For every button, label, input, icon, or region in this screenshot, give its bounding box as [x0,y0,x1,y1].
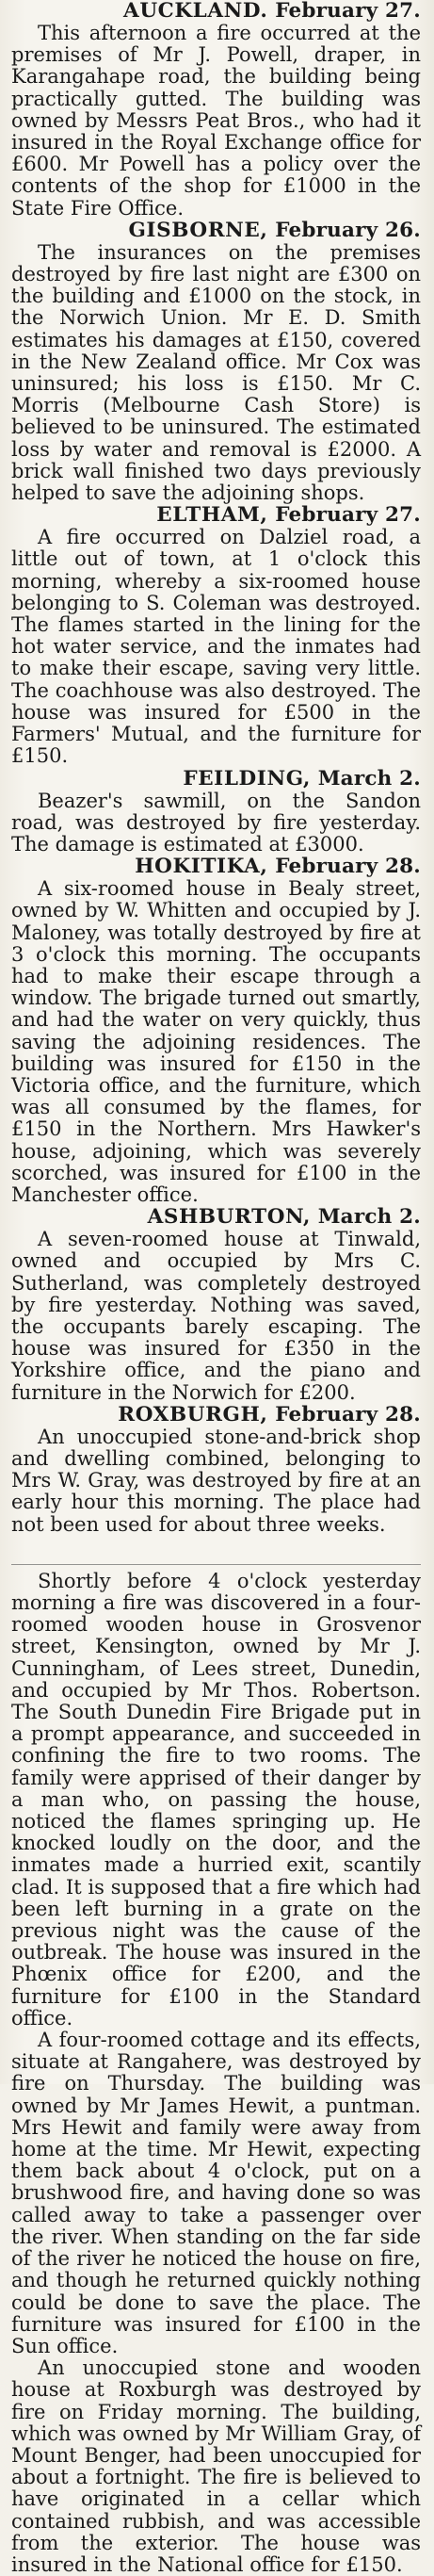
dateline [11,1206,421,1229]
dateline-date: February 27. [275,503,421,528]
dateline-place: FEILDING, [183,766,311,791]
dateline [11,768,421,791]
kensington-fire-paragraph: Shortly before 4 o'clock yesterday morning a fire was discovered in a four-roomed wooden house in Grosvenor street, Kensington, owned by Mr J. Cunningham, of Lees street, Dunedin, and occupied by Mr Thos. Robertson. The South Dunedin Fire Brigade put in a prompt appearance, and succeeded in confining the fire to two rooms. The family were apprised of their danger by a man who, on passing the house, noticed the flames springing up. He knocked loudly on the door, and the inmates made a hurried exit, scantily clad. It is supposed that a fire which had been left burning in a grate on the previous night was the cause of the outbreak. The house was insured in the Phœnix office for £200, and the furniture for £100 in the Standard office. [11,1569,421,2030]
dateline-place: ASHBURTON, [147,1205,311,1230]
dateline-place: ROXBURGH, [118,1402,268,1427]
dateline-date: February 27. [275,0,421,23]
dateline-date: February 28. [275,1402,421,1427]
section-gap [11,1536,421,1564]
dateline [11,0,421,23]
dateline [11,504,421,527]
article-body: A six-roomed house in Bealy street, owned by W. Whitten and occupied by J. Maloney, was totally destroyed by fire at 3 o'clock this morning. The occupants had to make their escape through a window. The brigade turned out smartly, and had the water on very quickly, thus saving the adjoining residences. The building was insured for £150 in the Victoria office, and the furniture, which was all consumed by the flames, for £150 in the Northern. Mrs Hawker's house, adjoining, which was severely scorched, was insured for £100 in the Manchester office. [11,877,421,1206]
dateline-date: March 2. [317,1205,421,1230]
dateline-place: HOKITIKA, [135,855,268,879]
dateline [11,856,421,878]
dateline-place: AUCKLAND. [123,0,268,23]
article-body: An unoccupied stone-and-brick shop and dwelling combined, belonging to Mrs W. Gray, was destroyed by fire at an early hour this morning. The place had not been used for about three weeks. [11,1425,421,1536]
article-hokitika [11,856,421,1206]
article-auckland [11,0,421,220]
article-body: Beazer's sawmill, on the Sandon road, was destroyed by fire yesterday. The damage is estimated at £3000. [11,789,421,856]
article-body: The insurances on the premises destroyed by fire last night are £300 on the building and £1000 on the stock, in the Norwich Union. Mr E. D. Smith estimates his damages at £150, covered in the New Zealand office. Mr Cox was uninsured; his loss is £150. Mr C. Morris (Melbourne Cash Store) is believed to be uninsured. The estimated loss by water and removal is £2000. A brick wall finished two days previously helped to save the adjoining shops. [11,240,421,505]
article-gisborne [11,220,421,504]
article-body: This afternoon a fire occurred at the premises of Mr J. Powell, draper, in Karangahape road, the building being practically gutted. The building was owned by Messrs Peat Bros., who had it insured in the Royal Exchange office for £600. Mr Powell has a policy over the contents of the shop for £1000 in the State Fire Office. [11,22,421,220]
dateline-date: February 26. [275,218,421,242]
roxburgh-fire-paragraph: An unoccupied stone and wooden house at Roxburgh was destroyed by fire on Friday morning. The building, which was owned by Mr William Gray, of Mount Benger, had been unoccupied for about a fortnight. The fire is believed to have originated in a cellar which contained rubbish, and was accessible from the exterior. The house was insured in the National office for £150. [11,2356,421,2576]
dateline-date: February 28. [275,855,421,879]
article-body: A fire occurred on Dalziel road, a little out of town, at 1 o'clock this morning, whereby a six-roomed house belonging to S. Coleman was destroyed. The flames started in the lining for the hot water service, and the inmates had to make their escape, saving very little. The coachhouse was also destroyed. The house was insured for £500 in the Farmers' Mutual, and the furniture for £150. [11,526,421,768]
article-eltham [11,504,421,767]
dateline-place: GISBORNE, [128,218,268,242]
article-feilding [11,768,421,856]
rangahere-fire-paragraph: A four-roomed cottage and its effects, situate at Rangahere, was destroyed by fire on Thursday. The building was owned by Mr James Hewit, a puntman. Mrs Hewit and family were away from home at the time. Mr Hewit, expecting them back about 4 o'clock, put on a brushwood fire, and having done so was called away to take a passenger over the river. When standing on the far side of the river he noticed the house on fire, and though he returned quickly nothing could be done to save the place. The furniture was insured for £100 in the Sun office. [11,2029,421,2357]
article-ashburton [11,1206,421,1404]
article-roxburgh [11,1404,421,1536]
local-news-section [11,1571,421,2576]
article-body: A seven-roomed house at Tinwald, owned and occupied by Mrs C. Sutherland, was completely destroyed by fire yesterday. Nothing was saved, the occupants barely escaping. The house was insured for £350 in the Yorkshire office, and the piano and furniture in the Norwich for £200. [11,1228,421,1404]
dateline-place: ELTHAM, [156,503,268,528]
dateline [11,1404,421,1427]
dateline-date: March 2. [317,766,421,791]
dateline [11,220,421,242]
section-divider [11,1564,421,1565]
